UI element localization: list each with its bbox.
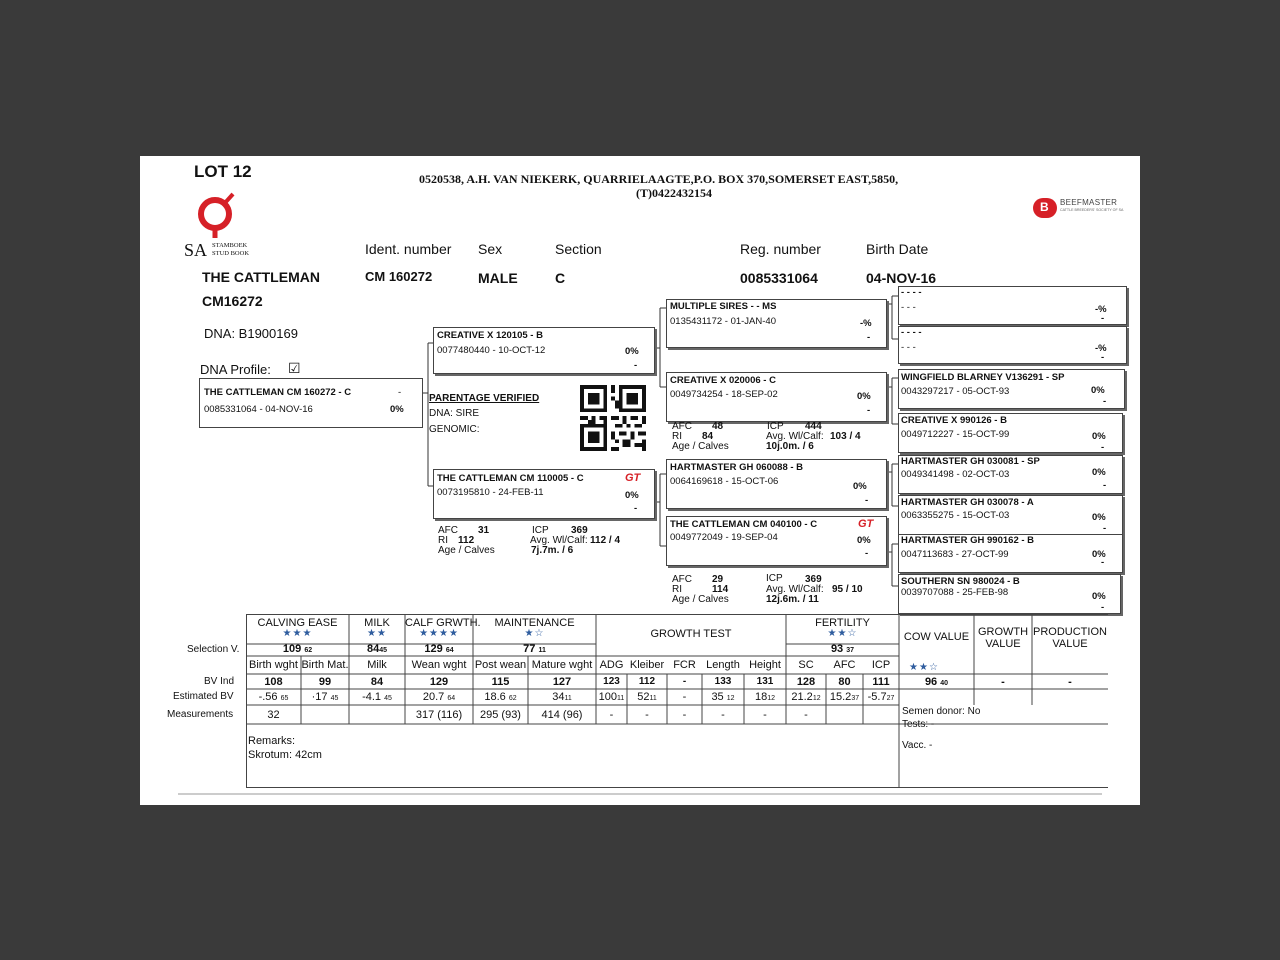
dam-avg: 112 / 4 [590,535,621,546]
sa-logo-sub: STAMBOEK STUD BOOK [212,242,250,257]
ggp-dash: - [1103,480,1107,491]
col-length: Length [706,659,740,671]
ggp-pct: 0% [1092,591,1106,602]
cow-value: 96 40 [924,676,949,688]
gp-pct: 0% [853,481,867,492]
great-grandparent-box [898,495,1123,535]
dam-avg-label: Avg. Wl/Calf: [530,535,588,546]
row-label-bv: BV Ind [204,676,235,687]
ebv-cell: 20.7 64 [422,691,456,703]
ebv-cell: -4.1 45 [362,691,392,703]
great-grandparent-box [898,455,1123,494]
ggp-reg: 0049341498 - 02-OCT-03 [901,469,1010,480]
grandparent-box [666,516,887,566]
sire-box [433,327,655,374]
meas-cell: - [763,709,767,721]
gp3-afc: 29 [712,574,724,585]
great-grandparent-box [898,534,1123,573]
header-production-value: PRODUCTION VALUE [1033,626,1107,650]
col-wean-wght: Wean wght [411,659,467,671]
gp-dash: - [865,548,869,559]
ggp-name: - - - - [901,327,922,338]
parentage-genomic: GENOMIC: [429,424,480,435]
ggp-reg: - - - [901,342,916,353]
sa-studbook-logo-icon [193,190,243,240]
sire-name: CREATIVE X 120105 - B [437,330,543,341]
beefmaster-name: BEEFMASTER [1060,198,1118,207]
sire-pct: 0% [625,346,639,357]
dam-dash: - [634,503,638,514]
header-cow-value: COW VALUE [903,631,970,643]
gp-pct: 0% [857,391,871,402]
ident-value: CM 160272 [365,269,433,284]
gp1-age-label: Age / Calves [672,441,729,452]
bv-cell: 80 [838,676,851,688]
sel-calving: 109 62 [282,643,313,655]
col-icp: ICP [871,659,891,671]
dam-afc-label: AFC [438,525,458,536]
dam-box [433,469,655,519]
bv-cell: 131 [756,676,774,687]
ebv-cell: -.56 65 [258,691,289,703]
ggp-pct: -% [1095,304,1107,315]
bv-cell: 129 [429,676,449,688]
pedigree-certificate [140,156,1140,805]
dam-pct: 0% [625,490,639,501]
remarks-label: Remarks: [248,735,296,747]
dam-gt-icon: GT [625,472,641,484]
dam-name: THE CATTLEMAN CM 110005 - C [437,473,584,484]
ggp-dash: - [1101,313,1105,324]
ebv-cell: 35 12 [711,691,735,703]
gp1-ri: 84 [702,431,714,442]
owner-line-2: (T)0422432154 [636,186,712,200]
header-calf-growth: CALF GRWTH. [405,617,481,629]
ggp-name: HARTMASTER GH 990162 - B [901,535,1035,546]
sel-maint: 77 11 [523,643,546,655]
ebv-cell: 18.6 62 [484,691,517,703]
sire-dash: - [634,360,638,371]
birth-header: Birth Date [866,241,929,257]
gp-reg: 0064169618 - 15-OCT-06 [670,476,779,487]
meas-cell: - [645,709,649,721]
gp-reg: 0049734254 - 18-SEP-02 [670,389,778,400]
ggp-name: CREATIVE X 990126 - B [901,415,1007,426]
gp-name: MULTIPLE SIRES - - MS [670,301,777,312]
row-label-ebv: Estimated BV [173,691,234,702]
gp-reg: 0135431172 - 01-JAN-40 [670,316,776,327]
col-milk: Milk [367,659,387,671]
beefmaster-logo-letter: B [1040,200,1049,214]
fert-stars-icon: ★★☆ [827,628,858,639]
dna-number: DNA: B1900169 [204,326,298,341]
section-header: Section [555,241,602,257]
cow-stars-icon: ★★☆ [909,662,939,673]
lot-number: LOT 12 [194,162,252,181]
ggp-name: - - - - [901,287,922,298]
sex-header: Sex [478,241,503,257]
ggp-dash: - [1101,602,1105,613]
ggp-name: HARTMASTER GH 030081 - SP [901,456,1040,467]
gp3-icp: 369 [805,574,822,585]
gp-pct: -% [860,318,872,329]
ggp-pct: 0% [1092,467,1106,478]
ebv-cell: 21.212 [791,691,821,703]
header-fertility: FERTILITY [815,617,870,629]
gp3-afc-label: AFC [672,574,692,585]
ebv-cell: 3411 [552,691,572,703]
milk-stars-icon: ★★ [367,628,387,639]
col-kleiber: Kleiber [629,659,665,671]
gp3-age-label: Age / Calves [672,594,729,605]
col-mature-wght: Mature wght [531,659,593,671]
calving-stars-icon: ★★★ [282,628,313,639]
bv-cell: 111 [872,676,890,688]
ggp-reg: 0047113683 - 27-OCT-99 [901,549,1009,560]
birth-value: 04-NOV-16 [866,270,937,286]
animal-name: THE CATTLEMAN [202,269,320,285]
gp-name: CREATIVE X 020006 - C [670,375,776,386]
ggp-pct: -% [1095,343,1107,354]
bv-cell: 128 [796,676,816,688]
sa-logo-text: SA [184,240,208,260]
animal-code: CM16272 [202,293,263,309]
ggp-name: SOUTHERN SN 980024 - B [901,576,1020,587]
gp1-avg: 103 / 4 [830,431,861,442]
reg-value: 0085331064 [740,270,818,286]
sel-milk: 8445 [366,643,388,655]
dam-reg: 0073195810 - 24-FEB-11 [437,487,544,498]
meas-cell: 317 (116) [415,709,463,721]
gp3-icp-label: ICP [766,573,783,584]
ggp-reg: 0043297217 - 05-OCT-93 [901,386,1010,397]
col-afc: AFC [833,659,856,671]
bv-cell: 112 [638,676,656,687]
gp1-icp-label: ICP [767,421,784,432]
col-fcr: FCR [673,659,696,671]
ggp-pct: 0% [1092,512,1106,523]
gp1-afc: 48 [712,421,724,432]
ggp-name: WINGFIELD BLARNEY V136291 - SP [901,372,1065,383]
ident-header: Ident. number [365,241,452,257]
gp-name: HARTMASTER GH 060088 - B [670,462,804,473]
gp3-age-calves: 12j.6m. / 11 [766,594,819,605]
bv-cell: 115 [491,676,510,688]
growth-value: - [1001,676,1005,688]
section-value: C [555,270,566,286]
header-calving-ease: CALVING EASE [257,617,338,629]
bv-cell: 108 [264,676,283,688]
meas-cell: 32 [267,709,280,721]
gp-gt-icon: GT [858,518,874,530]
ggp-reg: 0039707088 - 25-FEB-98 [901,587,1009,598]
meas-cell: - [682,709,687,721]
ggp-dash: - [1101,557,1105,568]
qr-code-icon [579,385,647,451]
breeding-values-table [246,614,1108,788]
header-milk: MILK [364,617,390,629]
reg-header: Reg. number [740,241,821,257]
subject-pct: 0% [390,404,404,415]
gp-dash: - [867,405,871,416]
grandparent-box [666,372,887,422]
grandparent-box [666,299,887,348]
gp1-afc-label: AFC [672,421,692,432]
bv-cell: 123 [603,676,620,687]
gp1-age-calves: 10j.0m. / 6 [766,441,814,452]
meas-cell: - [721,709,725,721]
maint-stars-icon: ★☆ [524,628,545,639]
bv-cell: 133 [714,676,732,687]
meas-cell: - [804,709,808,721]
col-post-wean: Post wean [474,659,527,671]
ebv-cell: -5.727 [867,691,895,703]
header-growth-value: GROWTH VALUE [977,626,1029,650]
gp1-ri-label: RI [672,431,682,442]
dam-ri: 112 [458,535,475,546]
great-grandparent-box [898,574,1121,614]
semen-donor: Semen donor: No [902,706,981,717]
ggp-reg: - - - [901,302,916,313]
dam-icp: 369 [571,525,588,536]
ggp-dash: - [1103,523,1107,534]
ggp-pct: 0% [1091,385,1105,396]
gp-dash: - [867,332,871,343]
sel-calf: 129 64 [424,643,454,655]
ggp-reg: 0063355275 - 15-OCT-03 [901,510,1010,521]
subject-animal-box [199,378,423,428]
dna-profile-label: DNA Profile: [200,362,271,377]
subject-dash: - [398,387,402,398]
ggp-dash: - [1101,352,1105,363]
gp3-avg: 95 / 10 [832,584,863,595]
ebv-cell: 10011 [598,691,625,703]
gp1-avg-label: Avg. Wl/Calf: [766,431,824,442]
sel-fert: 93 37 [830,643,855,655]
dam-ri-label: RI [438,535,448,546]
ebv-cell: 5211 [637,691,657,703]
great-grandparent-box [898,326,1127,364]
parentage-dna: DNA: SIRE [429,408,480,419]
dna-profile-check-icon: ☑ [288,360,301,376]
col-sc: SC [798,659,814,671]
remarks-text: Skrotum: 42cm [248,749,322,761]
ebv-cell: ·17 45 [311,691,339,703]
ggp-reg: 0049712227 - 15-OCT-99 [901,429,1010,440]
gp-name: THE CATTLEMAN CM 040100 - C [670,519,818,530]
ggp-name: HARTMASTER GH 030078 - A [901,497,1034,508]
great-grandparent-box [898,286,1127,325]
gp3-avg-label: Avg. Wl/Calf: [766,584,824,595]
meas-cell: 414 (96) [541,709,583,721]
bv-cell: - [682,676,687,687]
ebv-cell: 15.237 [829,691,860,703]
bv-cell: 99 [318,676,332,688]
owner-line-1: 0520538, A.H. VAN NIEKERK, QUARRIELAAGTE,P.O. BOX 370,SOMERSET EAST,5850, [419,172,899,186]
header-growth-test: GROWTH TEST [650,628,732,640]
col-birth-mat: Birth Mat. [301,659,349,671]
ebv-cell: - [682,691,687,703]
gp-pct: 0% [857,535,871,546]
bv-cell: 84 [370,676,384,688]
gp1-icp: 444 [805,421,822,432]
meas-cell: 295 (93) [480,709,521,721]
col-adg: ADG [599,659,624,671]
ggp-pct: 0% [1092,549,1106,560]
col-height: Height [749,659,781,671]
gp-reg: 0049772049 - 19-SEP-04 [670,532,778,543]
calf-stars-icon: ★★★★ [419,628,459,639]
great-grandparent-box [898,413,1123,453]
row-label-selection: Selection V. [187,644,240,655]
subject-name: THE CATTLEMAN CM 160272 - C [204,387,352,398]
tests: Tests: - [902,719,935,730]
gp3-ri-label: RI [672,584,682,595]
great-grandparent-box [898,369,1125,409]
ggp-pct: 0% [1092,431,1106,442]
row-label-measurements: Measurements [167,709,234,720]
ggp-dash: - [1103,396,1107,407]
ebv-cell: 1812 [754,691,776,703]
vaccinations: Vacc. - [902,740,933,751]
gp3-ri: 114 [712,584,729,595]
dam-afc: 31 [478,525,490,536]
subject-reg: 0085331064 - 04-NOV-16 [204,404,313,415]
sex-value: MALE [478,270,518,286]
production-value: - [1068,676,1072,688]
dam-icp-label: ICP [532,525,549,536]
parentage-title: PARENTAGE VERIFIED [429,393,540,404]
header-maintenance: MAINTENANCE [494,617,575,629]
grandparent-box [666,459,887,509]
ggp-dash: - [1101,442,1105,453]
beefmaster-sub: CATTLE BREEDERS' SOCIETY OF SA [1060,208,1124,212]
bv-cell: 127 [552,676,572,688]
gp-dash: - [865,495,869,506]
meas-cell: - [609,709,614,721]
dam-age-label: Age / Calves [438,545,495,556]
sire-reg: 0077480440 - 10-OCT-12 [437,345,546,356]
col-birth-wght: Birth wght [249,659,298,671]
dam-age-calves: 7j.7m. / 6 [531,545,574,556]
